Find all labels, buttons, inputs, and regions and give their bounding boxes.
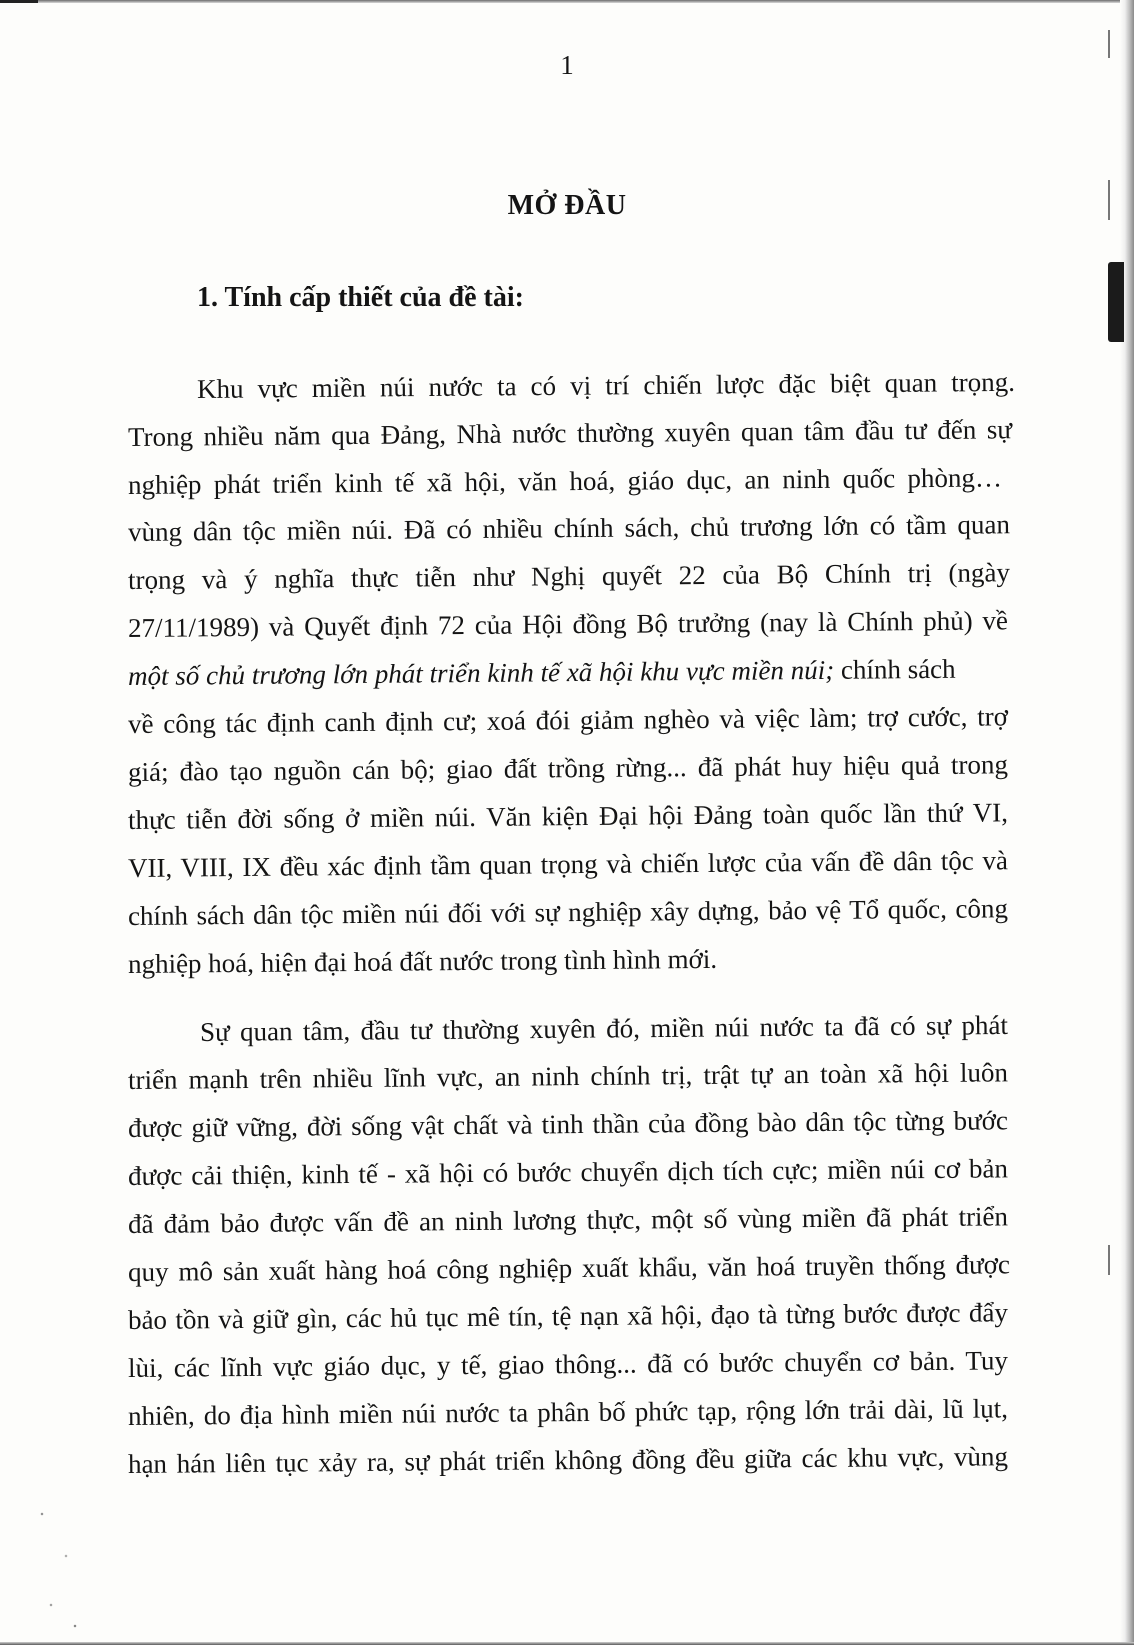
scan-edge-mark: [1108, 1245, 1110, 1275]
body-text-line: VII, VIII, IX đều xác định tầm quan trọng và chiến lược của vấn đề dân tộc và: [127, 845, 1009, 883]
body-text-line: Sự quan tâm, đầu tư thường xuyên đó, miền núi nước ta đã có sự phát: [199, 1009, 1009, 1047]
page-number: 1: [560, 50, 574, 80]
body-text-line: trọng và ý nghĩa thực tiễn như Nghị quyết 22 của Bộ Chính trị (ngày: [127, 557, 1011, 595]
body-text-line-mixed: [128, 649, 1010, 695]
body-text-line: triển mạnh trên nhiều lĩnh vực, an ninh chính trị, trật tự an toàn xã hội luôn: [127, 1057, 1009, 1095]
body-text-line: giá; đào tạo nguồn cán bộ; giao đất trồng rừng... đã phát huy hiệu quả trong: [127, 749, 1009, 787]
scan-right-edge: [1120, 0, 1134, 1645]
body-text-line: được cải thiện, kinh tế - xã hội có bước chuyển dịch tích cực; miền núi cơ bản: [127, 1153, 1009, 1191]
body-text-line: nhiên, do địa hình miền núi nước ta phân bố phức tạp, rộng lớn trải dài, lũ lụt,: [127, 1393, 1009, 1431]
italic-phrase: một số chủ trương lớn phát triển kinh tế xã hội khu vực miền núi;: [127, 654, 835, 691]
body-text-line: 27/11/1989) và Quyết định 72 của Hội đồng Bộ trưởng (nay là Chính phủ) về: [127, 605, 1009, 643]
body-text-segment: chính sách: [840, 653, 956, 685]
body-text-line: thực tiễn đời sống ở miền núi. Văn kiện Đại hội Đảng toàn quốc lần thứ VI,: [127, 797, 1009, 835]
body-text-line: hạn hán liên tục xảy ra, sự phát triển không đồng đều giữa các khu vực, vùng: [127, 1441, 1009, 1479]
body-text-line: Khu vực miền núi nước ta có vị trí chiến lược đặc biệt quan trọng.: [196, 366, 1016, 404]
scan-top-mark: [0, 0, 38, 3]
body-text-line: nghiệp hoá, hiện đại hoá đất nước trong tình hình mới.: [127, 943, 718, 979]
body-text-line: được giữ vững, đời sống vật chất và tinh thần của đồng bào dân tộc từng bước: [127, 1105, 1009, 1143]
body-text-line: vùng dân tộc miền núi. Đã có nhiều chính sách, chủ trương lớn có tầm quan: [127, 509, 1011, 547]
body-text-line: chính sách dân tộc miền núi đối với sự nghiệp xây dựng, bảo vệ Tổ quốc, công: [127, 893, 1009, 931]
section-heading: 1. Tính cấp thiết của đề tài:: [197, 282, 524, 313]
scan-top-edge: [0, 0, 1134, 3]
body-text-line: quy mô sản xuất hàng hoá công nghiệp xuất khẩu, văn hoá truyền thống được: [127, 1249, 1011, 1287]
body-text-line: bảo tồn và giữ gìn, các hủ tục mê tín, tệ nạn xã hội, đạo tà từng bước được đẩy: [127, 1297, 1009, 1335]
scan-binding-blot: [1108, 262, 1124, 342]
body-text-line: Trong nhiều năm qua Đảng, Nhà nước thường xuyên quan tâm đầu tư đến sự: [127, 414, 1013, 452]
body-text-line: về công tác định canh định cư; xoá đói giảm nghèo và việc làm; trợ cước, trợ: [127, 701, 1009, 739]
scan-noise: [30, 1500, 90, 1640]
body-text-line: nghiệp phát triển kinh tế xã hội, văn hoá, giáo dục, an ninh quốc phòng…: [127, 462, 1003, 500]
body-text-line: lùi, các lĩnh vực giáo dục, y tế, giao thông... đã có bước chuyển cơ bản. Tuy: [127, 1345, 1009, 1383]
body-text-line: đã đảm bảo được vấn đề an ninh lương thực, một số vùng miền đã phát triển: [127, 1201, 1009, 1239]
chapter-heading: MỞ ĐẦU: [507, 190, 627, 221]
